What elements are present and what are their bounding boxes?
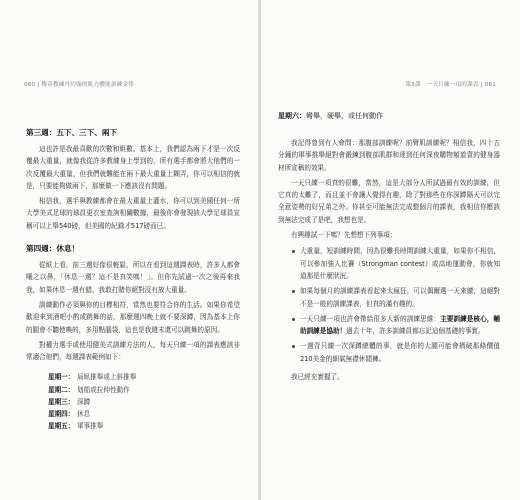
considerations-list: [292, 245, 500, 365]
right-page: [261, 0, 520, 500]
bullet-icon: [292, 250, 295, 253]
schedule-row: [48, 420, 240, 432]
schedule-row: [48, 396, 240, 408]
list-item-text: 如果每個月的訓練課表看起來太瘋狂，可以偶爾選一天來練，這絕對不是一般的訓練課表，但真的滿有趣的。: [300, 287, 500, 308]
list-item: [292, 285, 500, 310]
running-head-right: 第3課 一天只練一項的課表 | 061: [405, 82, 496, 88]
list-item-text-post: 過去十年，許多訓練員都忘記這個基礎的事實。: [346, 327, 485, 336]
bullet-icon: [292, 318, 295, 321]
paragraph: 從紙上看，前三週好像很輕鬆，所以在看到這週課表時，許多人都會嚷之以鼻，「休息一週？這不是真笑嗎！」。但你先試過一次之後再來我我，如果休息一週有錯，我敢打賭你絕對沒有放大重量。: [26, 261, 240, 294]
paragraph: 相信我，選手與教練都會在最大重量上灌水，你可以到美國任何一所大學美式足球的球員更衣室查詢相關數據，最後你會發現該大學足球員宣稱可以上舉540磅，但美國的紀錄才517磅而已。: [26, 197, 240, 230]
schedule-row: [48, 408, 240, 420]
schedule-day: 星期四：: [48, 410, 75, 419]
list-item-text: 一週背只練一次深蹲總體的事，就是你的大腿可能會擠破那條價值210美金的細氣無襟休閒褲。: [300, 342, 500, 363]
saturday-label: 星期六：: [278, 112, 306, 120]
bullet-icon: [292, 345, 295, 348]
left-page: [0, 0, 259, 500]
list-item-text-pre: 一天只練一項也許會帶給很多人新的訓練思維：: [300, 314, 441, 323]
weekly-schedule: [48, 371, 240, 432]
paragraph: 這也許是我最喜歡的次數和組數。基本上，我們認為兩下才是一次反覆最大重量，就像我從許多教練身上學到的，所有選手都會將大他們的一次反覆最大重量，但我們就難能在兩下最大重量上糊弄，你可以相信的就是，只要能夠做兩下，那麼做一下應該沒有問題。: [26, 145, 240, 190]
closing-line: 我已經充實握了。: [291, 373, 344, 382]
schedule-item: 休息: [77, 410, 91, 419]
paragraph: 我記得曾到有人會問：那腹部訓練呢？前臂肌訓練呢？相信我，四十五分鐘的軍事推舉絕對會鍛鍊到腹部肌群和達到任何深夜購物頻道賣的健身器材所宣稱的效果。: [278, 139, 500, 172]
list-item: [292, 313, 500, 338]
saturday-heading: [278, 111, 500, 121]
right-page-body: [278, 111, 500, 386]
paragraph: 有興趣試一下嗎？先想想下列事項：: [291, 231, 397, 240]
saturday-value: 彎舉，硬舉，或任何動作: [306, 112, 383, 120]
schedule-item: 軍事推舉: [77, 422, 104, 431]
schedule-row: [48, 371, 240, 383]
schedule-day: 星期五：: [48, 422, 75, 431]
list-item-text: 大重量，短訓練時間，因為很難長時間訓練大重量，如果你不相信，可以參加強人比賽（Strongman contest）或高地運動會，你就知道那是什麼狀況。: [300, 247, 500, 280]
bullet-icon: [292, 290, 295, 293]
schedule-item: 划船或拉伸性動作: [77, 385, 130, 394]
schedule-row: [48, 384, 240, 396]
schedule-day: 星期二：: [48, 385, 75, 394]
week4-heading: 第四週：休息！: [26, 244, 80, 254]
list-item-emphasis: 主要訓練是核心，輔助訓練是協助！: [300, 314, 501, 336]
schedule-item: 深蹲: [77, 397, 91, 406]
schedule-item: 局臥推舉或上斜推舉: [77, 373, 137, 382]
list-item: [292, 340, 500, 365]
week3-heading: 第三週：五下、三下、兩下: [26, 128, 118, 137]
paragraph: 一天只練一項真的很難，當然，這是大部分人所試過最有效的訓練，但它真的太難了，而且並不會讓人覺得有趣，除了對那些在你深蹲隔天可以完全意姿勢的好兄弟之外。你甚至可能無法完成整個月的課表，我相信你應該到無法完成了是吧，我想也是。: [278, 178, 500, 224]
running-head-left: 060 | 傳奇教練丹約翰的肌力體能訓練金律: [24, 82, 135, 88]
paragraph: 對權力選手或使用健美式訓練方法的人，每天只練一項的課表應該非常適合他們，每週課表範例如下：: [26, 340, 240, 362]
left-page-body: [26, 128, 240, 432]
paragraph: 訓練動作必須與你的目標相符，當然也要符合你的生活。如果你希望歡迎來到酒吧小酌或跳舞的話，那麼週四晚上就不要深蹲，因為基本上你的腿會不聽使喚的，多用點腦袋，這也是我週末還可以跳舞的原因。: [26, 300, 240, 334]
list-item: [292, 245, 500, 282]
schedule-day: 星期三：: [48, 397, 75, 406]
schedule-day: 星期一：: [48, 373, 75, 382]
